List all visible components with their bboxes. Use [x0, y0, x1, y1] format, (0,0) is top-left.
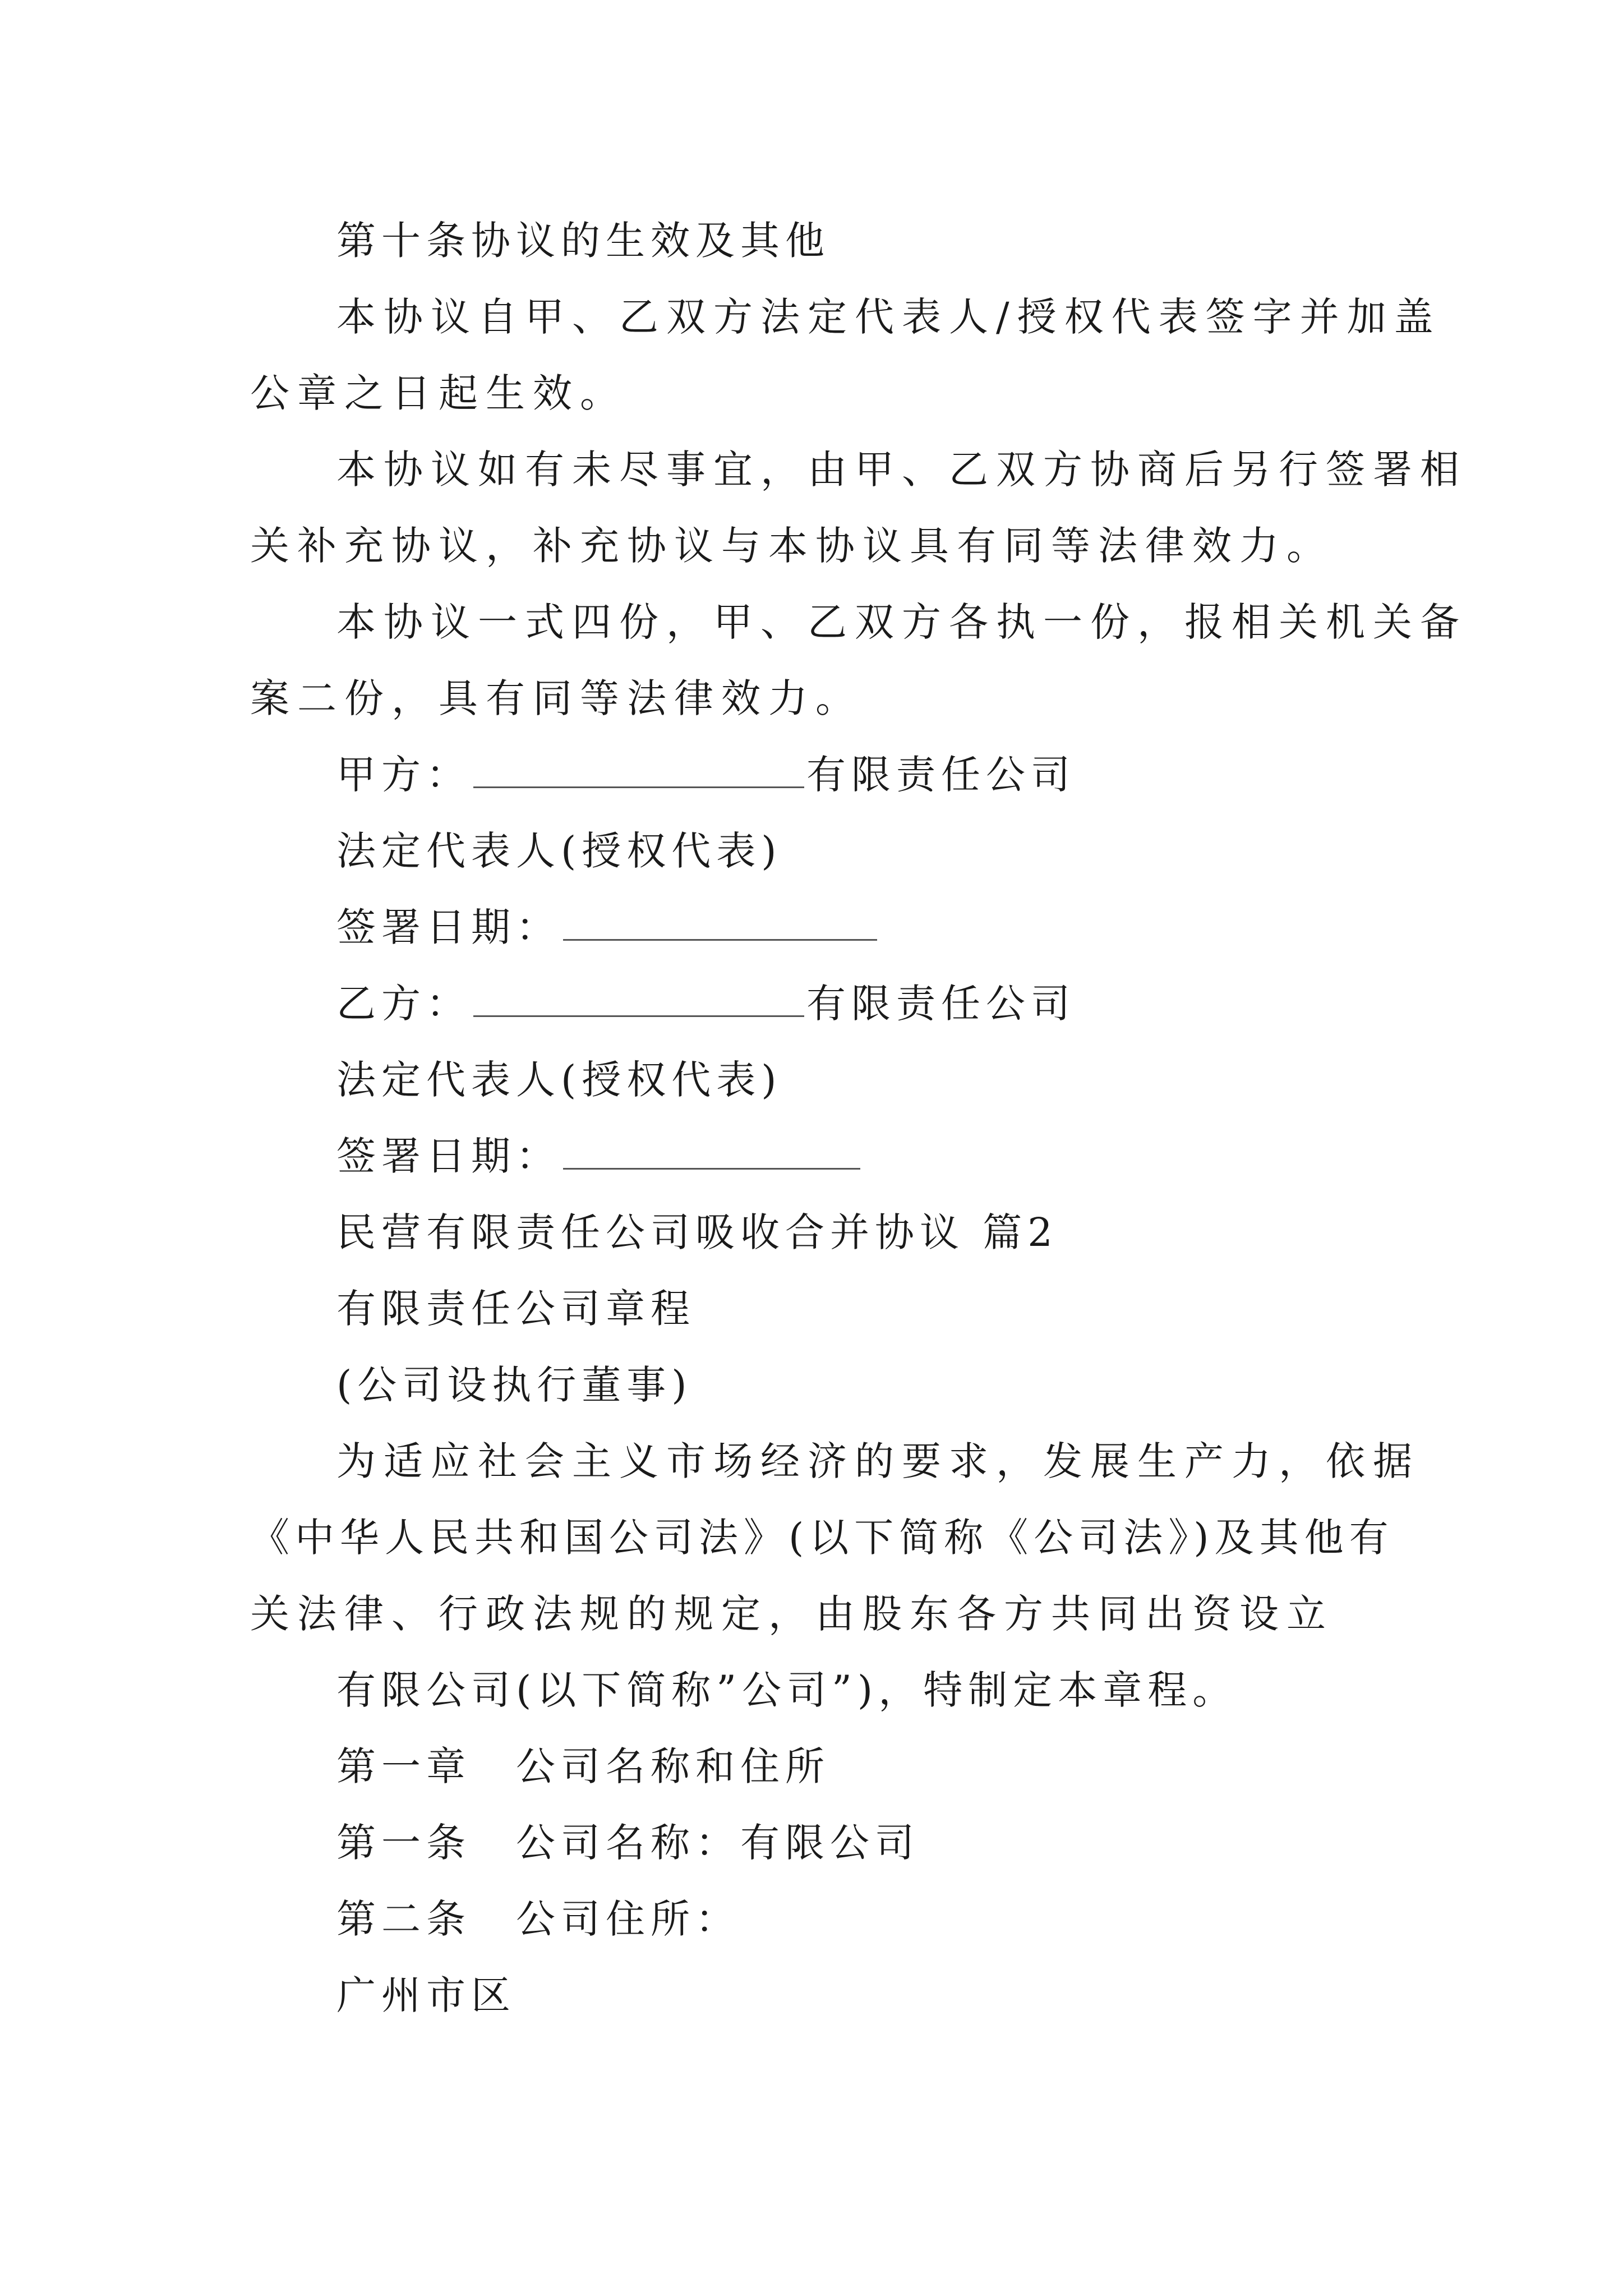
party-a-suffix: 有限责任公司 [806, 752, 1076, 798]
paragraph-effectiveness-line-2: 公章之日起生效。 [250, 370, 627, 416]
paragraph-copies-line-1: 本协议一式四份，甲、乙双方各执一份，报相关机关备 [336, 599, 1467, 645]
paragraph-copies-line-2: 案二份，具有同等法律效力。 [250, 675, 863, 721]
party-a-representative: 法定代表人(授权代表) [336, 828, 782, 874]
article-10-heading: 第十条协议的生效及其他 [336, 218, 830, 264]
party-b-date-blank [563, 1135, 860, 1170]
party-a-name-blank [473, 754, 804, 788]
preamble-line-1: 为适应社会主义市场经济的要求，发展生产力，依据 [336, 1438, 1420, 1484]
party-b-label: 乙方： [336, 981, 471, 1027]
preamble-line-4: 有限公司(以下简称”公司”)，特制定本章程。 [336, 1667, 1238, 1713]
preamble-line-2: 《中华人民共和国公司法》(以下简称《公司法》)及其他有 [250, 1515, 1394, 1561]
article-2: 第二条 公司住所： [336, 1896, 740, 1942]
party-b-date-line [336, 1131, 863, 1181]
paragraph-supplement-line-1: 本协议如有未尽事宜，由甲、乙双方协商后另行签署相 [336, 447, 1467, 493]
section-2-title: 民营有限责任公司吸收合并协议 篇2 [336, 1209, 1058, 1255]
charter-title: 有限责任公司章程 [336, 1286, 695, 1332]
chapter-1-heading: 第一章 公司名称和住所 [336, 1743, 830, 1789]
party-b-representative: 法定代表人(授权代表) [336, 1057, 782, 1103]
party-b-suffix: 有限责任公司 [806, 981, 1076, 1027]
party-a-date-line [336, 902, 879, 953]
party-b-line [336, 978, 1076, 1029]
party-b-date-label: 签署日期： [336, 1133, 561, 1179]
party-b-name-blank [473, 983, 804, 1017]
company-address: 广州市区 [336, 1972, 516, 2018]
paragraph-supplement-line-2: 关补充协议，补充协议与本协议具有同等法律效力。 [250, 523, 1334, 569]
article-1: 第一条 公司名称：有限公司 [336, 1820, 920, 1866]
preamble-line-3: 关法律、行政法规的规定，由股东各方共同出资设立 [250, 1591, 1334, 1637]
party-a-date-label: 签署日期： [336, 904, 561, 950]
party-a-line [336, 749, 1076, 800]
party-a-date-blank [563, 907, 877, 941]
paragraph-effectiveness-line-1: 本协议自甲、乙双方法定代表人/授权代表签字并加盖 [336, 294, 1441, 340]
party-a-label: 甲方： [336, 752, 471, 798]
charter-subtitle: (公司设执行董事) [336, 1362, 693, 1408]
